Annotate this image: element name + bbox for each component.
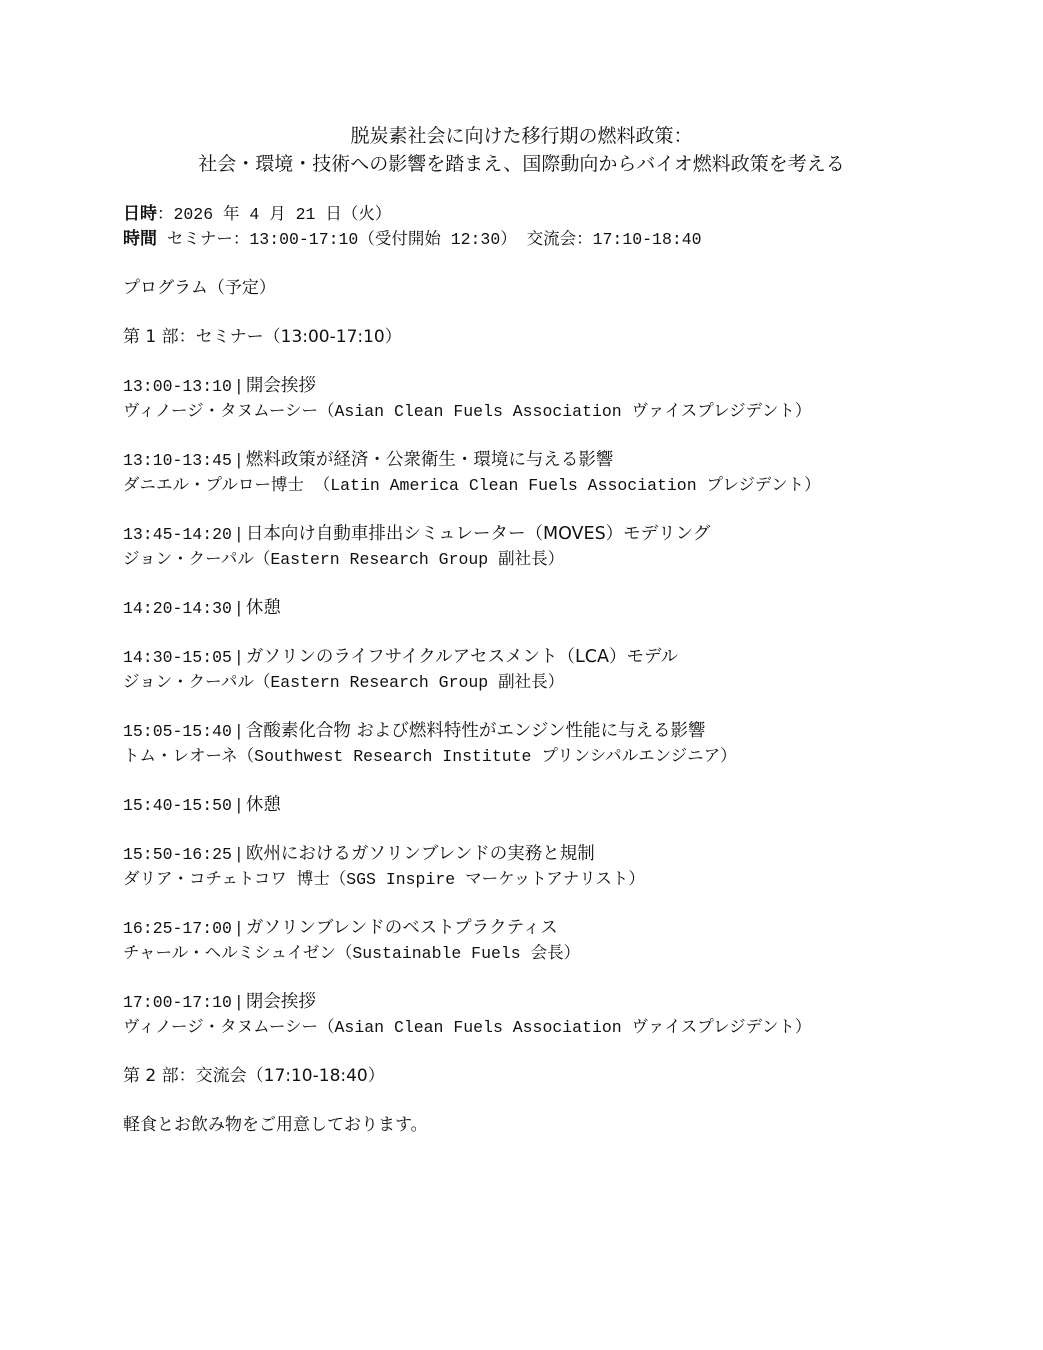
session-item: [123, 842, 1003, 892]
session-time: 13:10-13:45: [123, 451, 232, 470]
session-speaker: ダリア・コチェトコワ 博士（SGS Inspire マーケットアナリスト）: [123, 870, 645, 889]
session-separator: |: [233, 993, 244, 1012]
session-title: 休憩: [245, 795, 281, 815]
session-separator: |: [233, 919, 244, 938]
session-time: 17:00-17:10: [123, 993, 232, 1012]
session-header: [123, 645, 1003, 670]
session-title: 日本向け自動車排出シミュレーター（MOVES）モデリング: [245, 524, 711, 544]
session-header: [123, 374, 1003, 399]
session-speaker: チャール・ヘルミシュイゼン（Sustainable Fuels 会長）: [123, 944, 581, 963]
session-title: 含酸素化合物 および燃料特性がエンジン性能に与える影響: [245, 721, 706, 741]
title-line-2: 社会・環境・技術への影響を踏まえ、国際動向からバイオ燃料政策を考える: [198, 153, 845, 175]
session-time: 13:00-13:10: [123, 377, 232, 396]
session-time: 15:40-15:50: [123, 796, 232, 815]
session-item: [123, 645, 1003, 695]
session-separator: |: [233, 377, 244, 396]
session-speaker: ヴィノージ・タヌムーシー（Asian Clean Fuels Association ヴァイスプレジデント）: [123, 402, 812, 421]
time-value: セミナー：13:00-17:10（受付開始 12:30） 交流会：17:10-18:40: [157, 230, 702, 249]
session-separator: |: [233, 451, 244, 470]
date-label: 日時: [123, 204, 157, 224]
document-title: [0, 122, 1043, 178]
session-speaker: ダニエル・プルロー博士 （Latin America Clean Fuels Association プレジデント）: [123, 476, 821, 495]
session-title: 休憩: [245, 598, 281, 618]
program-heading: プログラム（予定）: [123, 278, 276, 298]
session-time: 16:25-17:00: [123, 919, 232, 938]
session-list: [123, 350, 1003, 1040]
session-header: [123, 916, 1003, 941]
session-speaker: ジョン・クーパル（Eastern Research Group 副社長）: [123, 673, 565, 692]
session-speaker: ヴィノージ・タヌムーシー（Asian Clean Fuels Association ヴァイスプレジデント）: [123, 1018, 812, 1037]
session-separator: |: [233, 845, 244, 864]
session-title: ガソリンのライフサイクルアセスメント（LCA）モデル: [245, 647, 679, 667]
session-header: [123, 842, 1003, 867]
session-title: 欧州におけるガソリンブレンドの実務と規制: [245, 844, 595, 864]
session-header: [123, 448, 1003, 473]
document-body: [123, 202, 1003, 1138]
session-speaker: トム・レオーネ（Southwest Research Institute プリンシパルエンジニア）: [123, 747, 737, 766]
session-item: [123, 522, 1003, 572]
session-item: [123, 374, 1003, 424]
session-header: [123, 990, 1003, 1015]
session-item: [123, 990, 1003, 1040]
session-title: 開会挨拶: [245, 376, 316, 396]
date-value: ：2026 年 4 月 21 日（火）: [157, 205, 392, 224]
part1-heading: 第 1 部：セミナー（13:00-17:10）: [123, 327, 402, 347]
session-item: [123, 916, 1003, 966]
session-separator: |: [233, 648, 244, 667]
time-label: 時間: [123, 229, 157, 249]
session-header: [123, 793, 1003, 818]
session-separator: |: [233, 525, 244, 544]
session-header: [123, 522, 1003, 547]
session-header: [123, 596, 1003, 621]
session-title: 閉会挨拶: [245, 992, 316, 1012]
session-header: [123, 719, 1003, 744]
session-separator: |: [233, 796, 244, 815]
session-separator: |: [233, 599, 244, 618]
closing-note: 軽食とお飲み物をご用意しております。: [123, 1115, 428, 1135]
session-time: 13:45-14:20: [123, 525, 232, 544]
session-time: 15:50-16:25: [123, 845, 232, 864]
session-speaker: ジョン・クーパル（Eastern Research Group 副社長）: [123, 550, 565, 569]
session-item: [123, 793, 1003, 818]
session-title: 燃料政策が経済・公衆衛生・環境に与える影響: [245, 450, 614, 470]
time-row: [123, 227, 1003, 252]
title-line-1: 脱炭素社会に向けた移行期の燃料政策：: [350, 125, 693, 147]
session-item: [123, 596, 1003, 621]
session-title: ガソリンブレンドのベストプラクティス: [245, 918, 558, 938]
date-row: [123, 202, 1003, 227]
session-separator: |: [233, 722, 244, 741]
session-item: [123, 719, 1003, 769]
part2-heading: 第 2 部：交流会（17:10-18:40）: [123, 1066, 385, 1086]
session-item: [123, 448, 1003, 498]
session-time: 14:30-15:05: [123, 648, 232, 667]
session-time: 14:20-14:30: [123, 599, 232, 618]
session-time: 15:05-15:40: [123, 722, 232, 741]
